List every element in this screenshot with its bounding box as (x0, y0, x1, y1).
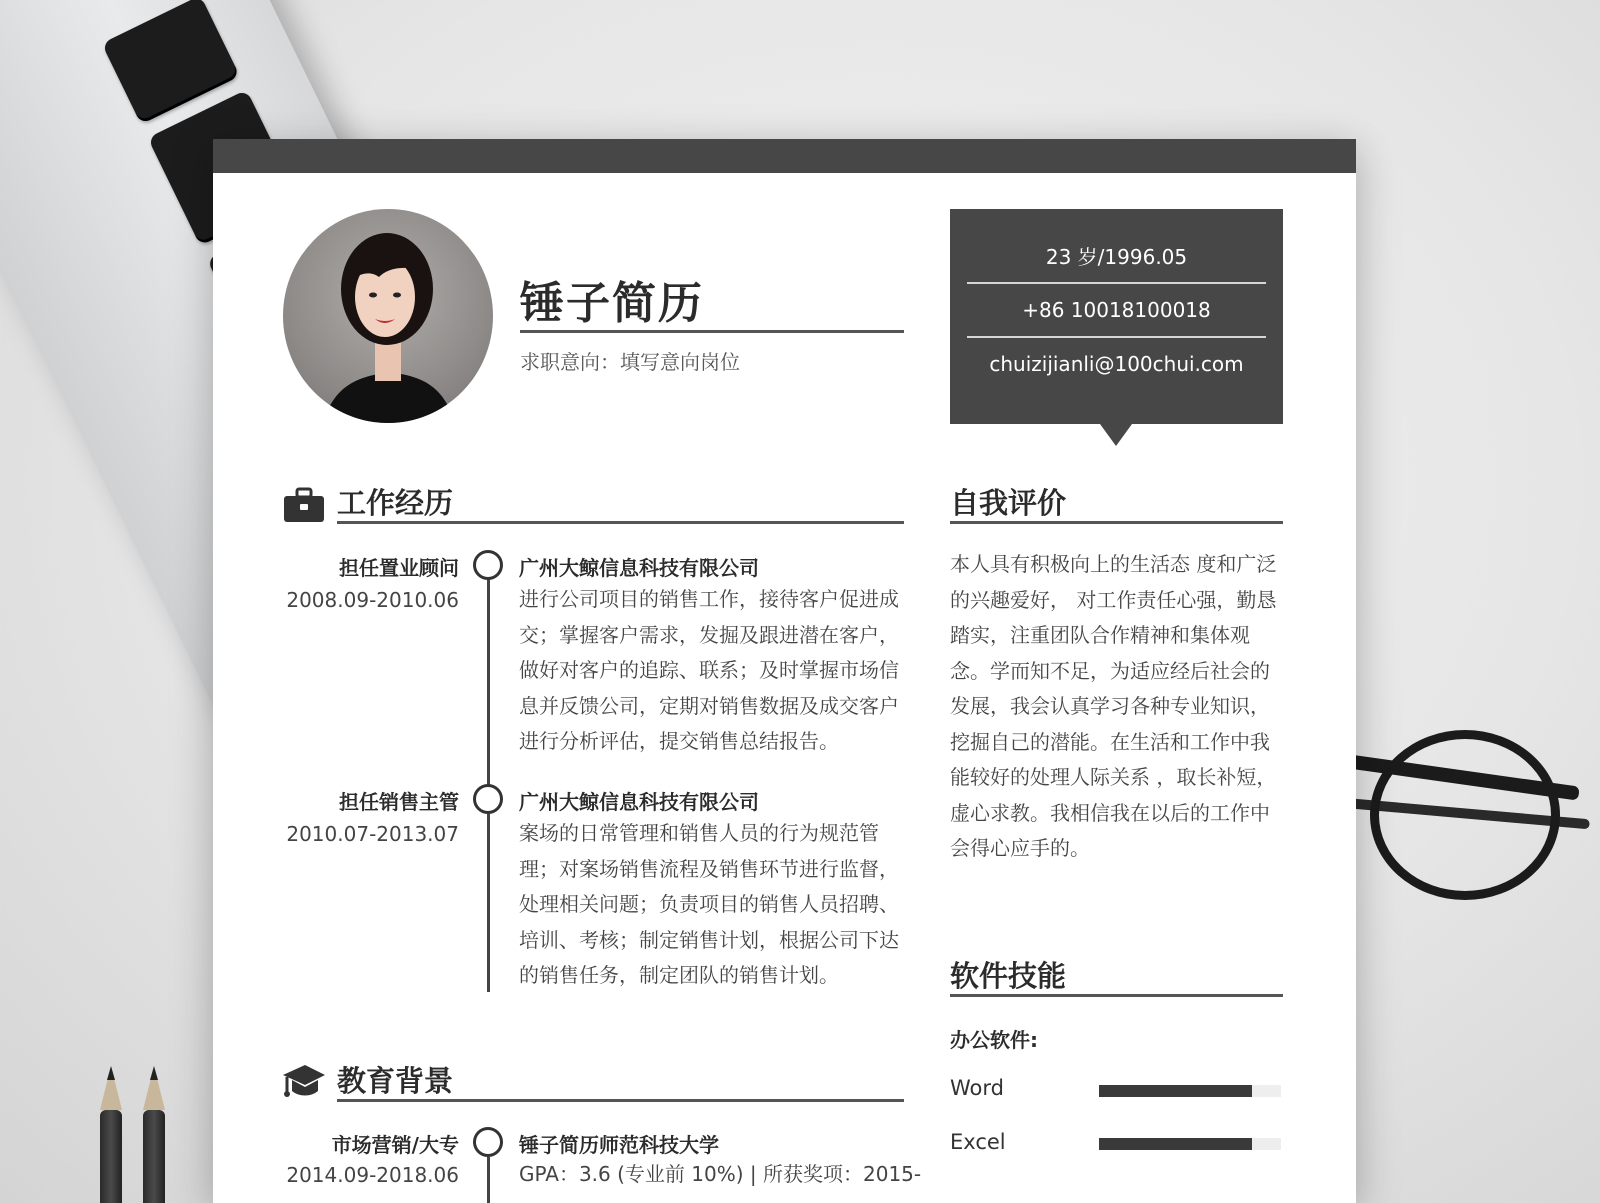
skill-name: Excel (950, 1130, 1006, 1154)
graduation-cap-icon (281, 1061, 327, 1099)
skill-name: Word (950, 1076, 1004, 1100)
skill-bar-fill (1099, 1138, 1252, 1150)
work-role: 担任销售主管 (339, 790, 459, 814)
work-description: 案场的日常管理和销售人员的行为规范管理；对案场销售流程及销售环节进行监督，处理相关问题；负责项目的销售人员招聘、培训、考核；制定销售计划，根据公司下达的销售任务，制定团队的销售计划。 (519, 821, 899, 987)
education-section-title: 教育背景 (337, 1064, 454, 1098)
skill-bar-fill (1099, 1085, 1252, 1097)
work-section-divider (337, 521, 904, 524)
work-section-title: 工作经历 (337, 486, 454, 520)
resume-name: 锤子简历 (520, 278, 704, 329)
name-divider (520, 330, 904, 333)
contact-box (950, 209, 1283, 424)
education-description: GPA：3.6 (专业前 10%) | 所获奖项：2015- (519, 1162, 922, 1186)
timeline-dot (473, 784, 503, 814)
skill-bar-track (1099, 1085, 1281, 1097)
education-major: 市场营销/大专 (331, 1133, 459, 1157)
briefcase-icon (283, 487, 325, 523)
work-role: 担任置业顾问 (339, 556, 459, 580)
education-school: 锤子简历师范科技大学 (519, 1133, 719, 1157)
skill-bar-track (1099, 1138, 1281, 1150)
top-bar (213, 139, 1356, 173)
contact-email: chuizijianli@100chui.com (989, 352, 1244, 376)
skills-subtitle: 办公软件: (950, 1028, 1038, 1052)
work-description: 进行公司项目的销售工作，接待客户促进成交；掌握客户需求，发掘及跟进潜在客户，做好对客户的追踪、联系；及时掌握市场信息并反馈公司，定期对销售数据及成交客户进行分析评估，提交销售总结报告。 (519, 587, 899, 753)
skills-title: 软件技能 (950, 959, 1067, 993)
contact-age: 23 岁/1996.05 (1045, 244, 1188, 269)
profile-photo (283, 209, 493, 423)
skills-divider (950, 994, 1283, 997)
work-date: 2010.07-2013.07 (286, 822, 459, 846)
glasses (1370, 730, 1560, 900)
self-eval-text: 本人具有积极向上的生活态 度和广泛的兴趣爱好， 对工作责任心强，勤恳踏实，注重团队合作精神和集体观念。学而知不足，为适应经后社会的发展，我会认真学习各种专业知识，挖掘自己的潜能。在生活和工作中我能较好的处理人际关系 ，取长补短，虚心求教。我相信我在以后的工作中会得心应手的。 (950, 552, 1277, 860)
timeline-dot (473, 550, 503, 580)
education-date: 2014.09-2018.06 (286, 1163, 459, 1187)
work-timeline-line (487, 564, 490, 992)
pencil (143, 1110, 165, 1203)
timeline-dot (473, 1127, 503, 1157)
self-eval-title: 自我评价 (950, 486, 1067, 520)
education-timeline-line (487, 1157, 490, 1203)
job-intent: 求职意向：填写意向岗位 (520, 350, 740, 374)
resume-sheet (213, 139, 1356, 1203)
contact-phone: +86 10018100018 (1022, 298, 1211, 322)
work-company: 广州大鲸信息科技有限公司 (519, 556, 759, 580)
profile-photo-illustration (283, 209, 493, 423)
work-company: 广州大鲸信息科技有限公司 (519, 790, 759, 814)
education-section-divider (337, 1099, 904, 1102)
work-date: 2008.09-2010.06 (286, 588, 459, 612)
self-eval-divider (950, 521, 1283, 524)
pencil (100, 1110, 122, 1203)
